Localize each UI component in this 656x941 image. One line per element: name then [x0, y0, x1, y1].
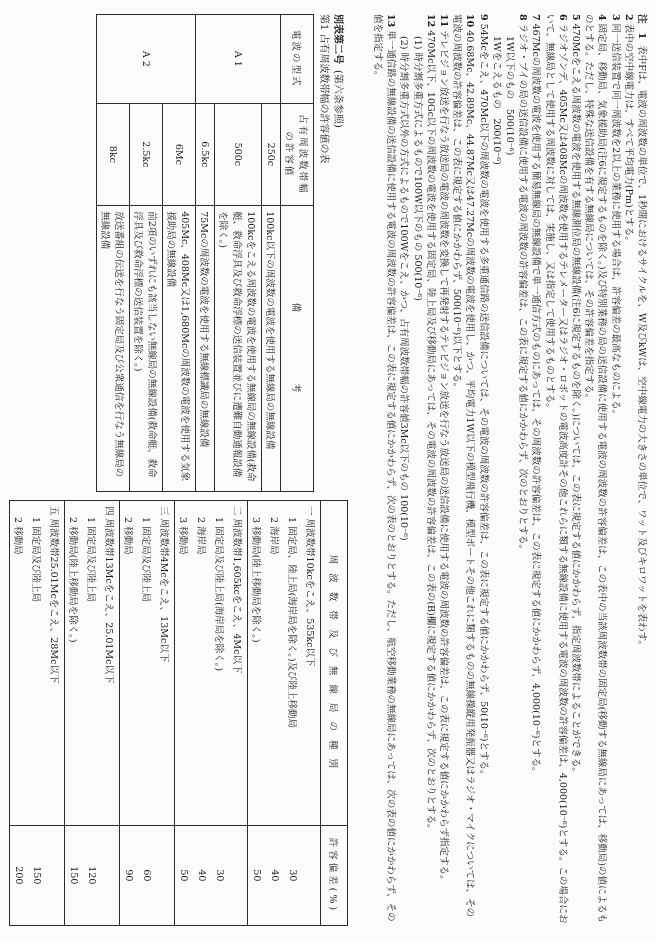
table-row: [284, 501, 302, 926]
note-8-row-2: [490, 14, 503, 926]
table-row: [83, 501, 101, 926]
empty-cell: [302, 825, 321, 925]
group-row: [302, 501, 321, 926]
note-number: 3: [609, 14, 621, 21]
table-row: [248, 501, 267, 926]
row-value: 200(10⁻⁶): [490, 118, 502, 165]
note-number: 9: [477, 14, 489, 21]
group-row: [101, 501, 120, 926]
tolerance-value: 60: [138, 825, 156, 925]
note-13: [371, 14, 397, 926]
table-row: [193, 501, 211, 926]
column-header: 占有周波数帯幅の許容値: [281, 103, 314, 206]
type-cell: A 2: [97, 15, 196, 104]
tolerance-value: 120: [83, 825, 101, 925]
note-8-row-1: [503, 14, 516, 926]
row-label: 1Wをこえるもの: [490, 36, 502, 109]
note-7: [529, 14, 542, 926]
tolerance-value: 50: [248, 825, 267, 925]
value-cell: 250c: [262, 103, 281, 206]
note-12-sub-2: (2) 時分割多重方式以外の方式によるもので100Wをこえ、かつ、占有周波数帯幅の許容値3Mc以下のもの 100(10⁻⁶): [398, 36, 410, 541]
station-label: 2 海岸局: [266, 501, 284, 826]
column-header: 許容偏差(%): [321, 825, 348, 925]
note-4: [582, 14, 608, 926]
note-text: 470Mcをこえる周波数の電波を使用する無線測位局の無線設備(注6に規定するものを除く。)については、この表に規定する値にかかわらず、指定周波数帯によることができる。: [569, 23, 581, 777]
note-6: [542, 14, 568, 926]
empty-cell: [156, 825, 175, 925]
note-text: 40.68Mc、42.89Mc、44.87Mc又は47.27Mcの周波数の電波を使用し、かつ、平均電力1W以下の模型飛行機、模型ボートその他これに類するものの無線操縦用発振器又はラジオ・マイクについては、その電波の周波数の許容偏差は、この表に規定する値にかかわらず、500(10⁻⁶)以下とする。: [451, 14, 476, 918]
note-cell: 75Mcの周波数の電波を使用する無線標識局の無線設備: [196, 206, 215, 492]
note-12: [424, 14, 437, 926]
table-row: [211, 501, 229, 926]
note-cell: 405Mc、408Mc又は1,680Mcの周波数の電波を使用する気象援助局の無線設備: [163, 206, 196, 492]
note-text: テレビジョン放送を行なう放送局の電波の周波数を変換して再発射するテレビジョン放送を行なう放送局の送信設備に使用する電波の周波数の許容偏差は、この表に規定する値にかかわらず指定する。: [437, 30, 449, 885]
station-label: 1 固定局及び陸上局(海岸局を除く。): [211, 501, 229, 826]
note-number: 6: [556, 14, 568, 21]
table-header-row: [281, 15, 314, 492]
note-cell: 100kc以下の周波数の電波を使用する無線局の無線設備: [262, 206, 281, 492]
table-row: [120, 501, 139, 926]
station-label: 2 移動局: [120, 501, 139, 826]
note-number: 13: [385, 14, 397, 28]
station-label: 2 海岸局: [193, 501, 211, 826]
appendix-title: 別表第二号: [332, 14, 343, 64]
note-number: 10: [464, 14, 476, 28]
note-number: 5: [569, 14, 581, 21]
note-3: [608, 14, 621, 926]
tolerance-value: 150: [65, 825, 84, 925]
note-number: 4: [596, 14, 608, 21]
value-cell: 2.5kc: [130, 103, 163, 206]
table-row: [138, 501, 156, 926]
tables-section: [10, 14, 350, 926]
note-8: [516, 14, 529, 926]
table-row: [262, 15, 281, 492]
value-cell: 500c: [215, 103, 262, 206]
note-9: [476, 14, 489, 926]
note-header-right: 考: [290, 383, 301, 395]
tolerance-value: 30: [284, 825, 302, 925]
group-row: [46, 501, 65, 926]
station-label: 1 固定局及び陸上局: [28, 501, 46, 826]
note-text: 表中の空中線電力は、すべて平均電力(Pm)とする。: [622, 23, 634, 246]
empty-cell: [46, 825, 65, 925]
note-text: 470Mc以下、10Gc以下の周波数の電波を使用する固定局、陸上局及び移動局にあっては、その電波の周波数の許容偏差は、この表の(B)欄に規定する値にかかわらず、次のとおりとする。: [424, 30, 436, 834]
note-number: 8: [517, 14, 529, 21]
group-title: 一 周波数帯10kcをこえ、535kc以下: [302, 501, 321, 826]
column-header: [281, 206, 314, 492]
note-text: 単一通信路の無線設備の送信設備に使用する電波の周波数の許容偏差は、この表に規定する値にかかわらず、次の表のとおりとする。ただし、航空移動業務の無線局にあっては、次の表の値にかかわらず、その値を指定する。: [371, 14, 397, 922]
note-1: [635, 14, 648, 926]
station-label: 2 移動局(陸上移動局を除く。): [65, 501, 84, 826]
table-row: [163, 15, 196, 492]
notes-section: [356, 14, 648, 926]
table-row: [65, 501, 84, 926]
note-text: 固定局、移動局、気象援助局(注6に規定するものを除く。)及び特別業務の局の送信設備に使用する電波の周波数の許容偏差は、この表中の当該周波数帯の固定局(移動する無線局にあっては、移動局)の値によるものとする。ただし、特殊な送信設備を有する無線局については、その許容偏差を指定する。: [583, 14, 608, 923]
type-cell: A 1: [196, 15, 281, 104]
note-text: 同一送信装置で同一周波数を2以上の業務に使用する場合は、許容偏差の最高なものによる。: [609, 23, 621, 420]
row-value: 500(10⁻⁶): [503, 108, 515, 156]
station-label: 2 移動局: [10, 501, 29, 826]
note-text: ラジオ・ブイの局の送信設備に使用する電波の周波数の許容偏差は、この表に規定する値にかかわらず、次のとおりとする。: [517, 23, 529, 555]
row-label: 1W以下のもの: [503, 36, 515, 100]
note-cell: 前2項のいずれにも該当しない無線局の無線設備(救命艇、救命浮具及び救命浮標の送信装置を除く。): [130, 206, 163, 492]
tolerance-value: 40: [193, 825, 211, 925]
column-header: 周 波 数 帯 及 び 無 線 局 の 種 別: [321, 501, 348, 826]
note-text: 467Mcの周波数の電波を使用する簡易無線局の無線設備で単一通信方式のものにあっては、その周波数の許容偏差は、この表に規定する値にかかわらず、4,000(10⁻⁶)とする。: [530, 23, 542, 777]
value-cell: 8kc: [97, 103, 130, 206]
table-row: [10, 501, 29, 926]
tolerance-value: 150: [28, 825, 46, 925]
group-title: 三 周波数帯4Mcをこえ、13Mc以下: [156, 501, 175, 826]
table-row: [266, 501, 284, 926]
group-title: 五 周波数帯25.01Mcをこえ、28Mc以下: [46, 501, 65, 826]
tolerance-value: 40: [266, 825, 284, 925]
station-label: 1 固定局及び陸上局: [83, 501, 101, 826]
note-10: [450, 14, 476, 926]
note-number: 7: [530, 14, 542, 21]
appendix-heading: [316, 14, 344, 494]
table-row: [175, 501, 194, 926]
note-number: 12: [424, 14, 436, 28]
tolerance-value: 90: [120, 825, 139, 925]
note-number: 2: [622, 14, 634, 21]
note-text: 表中Fは、電波の周波数の単位で、1秒間におけるサイクルを、W及びkWは、空中線電力の大きさの単位で、ワット及びキロワットを表わす。: [636, 45, 647, 650]
note-11: [437, 14, 450, 926]
table-row: [28, 501, 46, 926]
value-cell: 6Mc: [163, 103, 196, 206]
note-12-sub-1: (1) 時分割多重方式によるもので100W以下のもの 500(10⁻⁶): [411, 36, 423, 301]
note-number: 1: [636, 32, 647, 40]
notes-label: 注: [636, 14, 647, 24]
tolerance-value: 30: [211, 825, 229, 925]
value-cell: 6.5kc: [196, 103, 215, 206]
group-row: [156, 501, 175, 926]
note-text: ラジオゾンデ、405Mc又は408Mcの周波数を使用するテレメーター又はラジオ・ロボットの電波高度計その他これらに類する無線設備に使用する電波の周波数の許容偏差は、4,000(10⁻⁶)とする。この場合において、無線局として使用する周波数に対しては、実施し、又は指定して使用するものとする。: [543, 14, 568, 924]
column-header: 電波の型式: [281, 15, 314, 104]
empty-cell: [101, 825, 120, 925]
tolerance-table: [9, 500, 348, 926]
appendix-ref: (第六条参照): [332, 70, 343, 128]
note-number: 11: [437, 14, 449, 28]
note-cell: 放送番組の伝送を行なう固定局及び公衆通信を行なう無線局の無線設備: [97, 206, 130, 492]
station-label: 1 固定局及び陸上局: [138, 501, 156, 826]
station-label: 3 移動局(陸上移動局を除く。): [248, 501, 267, 826]
table-header-row: [321, 501, 348, 926]
group-row: [229, 501, 248, 926]
note-5: [569, 14, 582, 926]
note-2: [622, 14, 635, 926]
group-title: 二 周波数帯1,605kcをこえ、4Mc以下: [229, 501, 248, 826]
appendix-subtitle: 第1 占有周波数帯幅の許容値の表: [318, 14, 329, 164]
empty-cell: [229, 825, 248, 925]
group-title: 四 周波数帯13Mcをこえ、25.01Mc以下: [101, 501, 120, 826]
note-text: 54Mcをこえ、470Mc以下の周波数の電波を使用する多重通信路の送信設備については、その電波の周波数の許容偏差は、この表に規定する値にかかわらず、50(10⁻⁶)とする。: [477, 23, 489, 780]
tolerance-value: 200: [10, 825, 29, 925]
bandwidth-table: [96, 14, 314, 492]
tolerance-value: 50: [175, 825, 194, 925]
station-label: 1 固定局、陸上局(海岸局を除く。)及び陸上移動局: [284, 501, 302, 826]
note-header-left: 備: [290, 302, 301, 315]
note-cell: 100kcをこえる周波数の電波を使用する無線局の無線設備(救命艇、救命浮具及び救命浮標の送信装置並びに遭難自動通報設備を除く。): [215, 206, 262, 492]
station-label: 3 移動局: [175, 501, 194, 826]
